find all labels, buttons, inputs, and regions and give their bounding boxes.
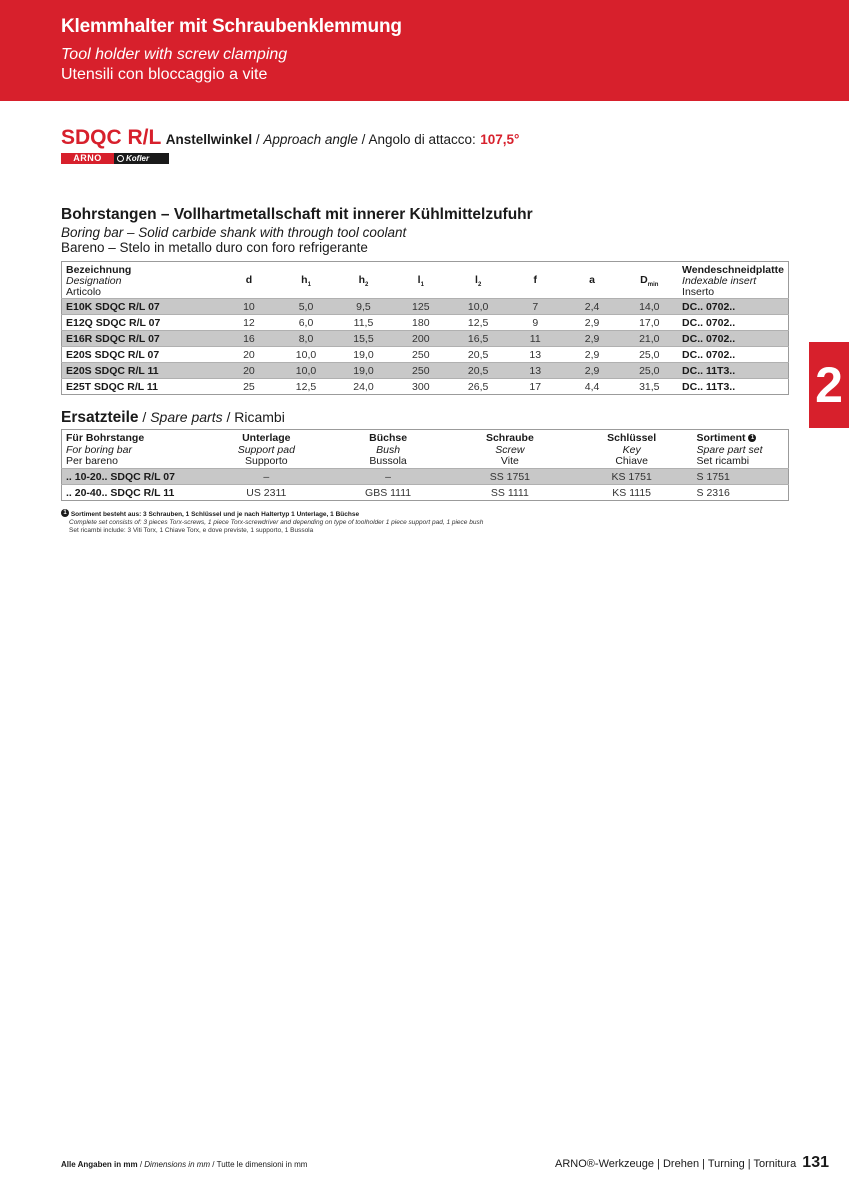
cell-l2: 20,5	[449, 363, 506, 379]
cell-a: 2,9	[564, 331, 621, 347]
product-heading	[61, 126, 519, 150]
header-sub: min	[647, 281, 659, 288]
cell-h2: 24,0	[335, 379, 392, 395]
cell-h2: 19,0	[335, 347, 392, 363]
separator: /	[138, 409, 151, 425]
header-l2	[449, 262, 506, 299]
header-f: f	[533, 273, 537, 286]
footnote-en: Complete set consists of: 3 pieces Torx-screws, 1 piece Torx-screwdriver and depending on type of toolholder 1 piece support pad, 1 piece bush	[69, 519, 484, 526]
designation-cell: E10K SDQC R/L 07	[62, 299, 221, 315]
header-it: Articolo	[66, 286, 102, 298]
table-header-row	[62, 262, 789, 299]
header-symbol: D	[640, 273, 648, 286]
header-de: Wendeschneidplatte	[682, 264, 784, 276]
cell-l2: 26,5	[449, 379, 506, 395]
cell-h1: 6,0	[277, 315, 334, 331]
header-title-de: Klemmhalter mit Schraubenklemmung	[61, 16, 402, 37]
header-en: Bush	[376, 443, 401, 456]
footnote	[61, 509, 483, 535]
cell-d: 20	[221, 363, 278, 379]
cell-d: 16	[221, 331, 278, 347]
table-header-row	[62, 430, 789, 469]
footer-en: Dimensions in mm	[144, 1160, 211, 1169]
header-de: Schlüssel	[607, 432, 657, 444]
footnote-1-icon: 1	[748, 434, 756, 442]
header-en: Support pad	[237, 443, 295, 456]
header-sub: 2	[365, 281, 369, 288]
table-row	[62, 469, 789, 485]
header-symbol: h	[301, 273, 308, 286]
header-it: Bussola	[369, 455, 407, 467]
header-de: Bezeichnung	[66, 264, 132, 276]
designation-cell: E20S SDQC R/L 11	[62, 363, 221, 379]
footer-brand-text: ARNO®-Werkzeuge | Drehen | Turning | Tornitura	[555, 1158, 797, 1170]
boring-bar-header	[62, 430, 206, 469]
cell-dmin: 25,0	[621, 347, 678, 363]
spare-set-cell: S 2316	[693, 485, 789, 501]
section-title-en: Boring bar – Solid carbide shank with through tool coolant	[61, 225, 407, 240]
separator: /	[137, 1160, 145, 1169]
header-en: Screw	[495, 443, 525, 456]
support-pad-cell: US 2311	[205, 485, 327, 501]
insert-cell: DC.. 0702..	[678, 299, 788, 315]
header-en: Key	[622, 443, 641, 456]
cell-h1: 5,0	[277, 299, 334, 315]
table-row	[62, 299, 789, 315]
cell-f: 13	[507, 347, 564, 363]
cell-a: 2,9	[564, 347, 621, 363]
cell-f: 9	[507, 315, 564, 331]
cell-f: 11	[507, 331, 564, 347]
section-title-de: Ersatzteile	[61, 409, 139, 426]
cell-h1: 12,5	[277, 379, 334, 395]
cell-l1: 180	[392, 315, 449, 331]
arno-logo: ARNO	[61, 153, 114, 164]
kofler-logo-text: Kofler	[126, 154, 150, 163]
header-h1	[277, 262, 334, 299]
footnote-de	[61, 509, 483, 519]
header-de: Büchse	[369, 432, 408, 444]
brand-logos	[61, 153, 169, 164]
table-row	[62, 331, 789, 347]
insert-cell: DC.. 11T3..	[678, 363, 788, 379]
header-sub: 1	[420, 281, 424, 288]
cell-a: 2,9	[564, 315, 621, 331]
cell-dmin: 17,0	[621, 315, 678, 331]
header-symbol: l	[475, 273, 478, 286]
screw-cell: SS 1751	[449, 469, 571, 485]
cell-l1: 200	[392, 331, 449, 347]
cell-l1: 250	[392, 363, 449, 379]
header-symbol: h	[358, 273, 366, 286]
header-de: Für Bohrstange	[66, 432, 145, 444]
bush-cell: –	[327, 469, 449, 485]
cell-f: 7	[507, 299, 564, 315]
kofler-logo	[114, 153, 169, 164]
designation-cell: E25T SDQC R/L 11	[62, 379, 221, 395]
bush-cell: GBS 1111	[327, 485, 449, 501]
designation-cell: E12Q SDQC R/L 07	[62, 315, 221, 331]
designation-cell: E20S SDQC R/L 07	[62, 347, 221, 363]
key-header	[571, 430, 693, 469]
designation-header	[62, 262, 221, 299]
header-it: Set ricambi	[696, 455, 750, 467]
footnote-it: Set ricambi include: 3 Viti Torx, 1 Chiave Torx, e dove previste, 1 supporto, 1 Bussola	[69, 527, 314, 534]
header-title-it: Utensili con bloccaggio a vite	[61, 66, 268, 83]
cell-dmin: 25,0	[621, 363, 678, 379]
approach-angle-value: 107,5°	[480, 132, 520, 147]
header-en: Indexable insert	[682, 275, 757, 287]
section-title-de: Bohrstangen – Vollhartmetallschaft mit innerer Kühlmittelzufuhr	[61, 206, 533, 223]
cell-h1: 10,0	[277, 363, 334, 379]
footer-dimensions-note	[61, 1160, 307, 1169]
table-row	[62, 363, 789, 379]
support-pad-cell: –	[205, 469, 327, 485]
header-it: Per bareno	[66, 455, 118, 467]
section-title-it: Ricambi	[234, 409, 285, 425]
table-row	[62, 315, 789, 331]
approach-angle-label-de: Anstellwinkel	[165, 132, 253, 147]
chapter-tab: 2	[809, 342, 849, 428]
insert-cell: DC.. 0702..	[678, 347, 788, 363]
product-code: SDQC R/L	[61, 126, 162, 149]
cell-f: 17	[507, 379, 564, 395]
designation-cell: E16R SDQC R/L 07	[62, 331, 221, 347]
cell-l2: 20,5	[449, 347, 506, 363]
insert-cell: DC.. 0702..	[678, 331, 788, 347]
separator: /	[357, 132, 369, 147]
header-text: Sortiment	[696, 432, 746, 444]
header-a: a	[589, 273, 596, 286]
header-d: d	[245, 273, 253, 286]
header-de: Unterlage	[242, 432, 291, 444]
cell-l2: 10,0	[449, 299, 506, 315]
cell-d: 12	[221, 315, 278, 331]
header-dmin	[621, 262, 678, 299]
cell-d: 20	[221, 347, 278, 363]
cell-a: 2,9	[564, 363, 621, 379]
footnote-1-icon: 1	[61, 509, 69, 517]
cell-d: 10	[221, 299, 278, 315]
screw-header	[449, 430, 571, 469]
key-cell: KS 1751	[571, 469, 693, 485]
cell-dmin: 21,0	[621, 331, 678, 347]
cell-a: 2,4	[564, 299, 621, 315]
header-it: Chiave	[615, 455, 648, 467]
cell-h2: 9,5	[335, 299, 392, 315]
approach-angle-label-it: Angolo di attacco:	[368, 132, 476, 147]
cell-h2: 11,5	[335, 315, 392, 331]
header-en: For boring bar	[66, 443, 132, 456]
table-row	[62, 379, 789, 395]
cell-h1: 10,0	[277, 347, 334, 363]
separator: /	[252, 132, 264, 147]
boring-bar-section-title	[61, 206, 533, 255]
section-title-it: Bareno – Stelo in metallo duro con foro refrigerante	[61, 240, 368, 255]
bush-header	[327, 430, 449, 469]
page-number: 131	[802, 1154, 829, 1171]
cell-l1: 300	[392, 379, 449, 395]
cell-l1: 125	[392, 299, 449, 315]
spare-set-header	[693, 430, 789, 469]
header-h2	[335, 262, 392, 299]
header-it: Vite	[500, 455, 519, 467]
header-it: Inserto	[682, 286, 715, 298]
table-row	[62, 485, 789, 501]
spare-set-cell: S 1751	[693, 469, 789, 485]
cell-dmin: 14,0	[621, 299, 678, 315]
footnote-text: Sortiment besteht aus: 3 Schrauben, 1 Schlüssel und je nach Haltertyp 1 Unterlage, 1 Büchse	[70, 511, 360, 518]
header-title-en: Tool holder with screw clamping	[61, 46, 288, 63]
header-de: Schraube	[485, 432, 534, 444]
cell-dmin: 31,5	[621, 379, 678, 395]
page-header	[0, 0, 849, 101]
cell-a: 4,4	[564, 379, 621, 395]
boring-bar-cell: .. 10-20.. SDQC R/L 07	[62, 469, 206, 485]
spare-parts-table	[61, 429, 789, 501]
header-sub: 1	[307, 281, 311, 288]
header-sub: 2	[477, 281, 482, 288]
header-de	[697, 433, 784, 445]
header-l1	[392, 262, 449, 299]
support-pad-header	[205, 430, 327, 469]
cell-l2: 16,5	[449, 331, 506, 347]
cell-h2: 19,0	[335, 363, 392, 379]
screw-cell: SS 1111	[449, 485, 571, 501]
kofler-icon	[117, 155, 124, 162]
spare-parts-section-title	[61, 409, 285, 427]
header-en: Spare part set	[696, 443, 763, 456]
cell-d: 25	[221, 379, 278, 395]
boring-bar-cell: .. 20-40.. SDQC R/L 11	[62, 485, 206, 501]
insert-cell: DC.. 11T3..	[678, 379, 788, 395]
cell-l2: 12,5	[449, 315, 506, 331]
boring-bar-table	[61, 261, 789, 395]
section-title-en: Spare parts	[150, 409, 223, 425]
cell-h2: 15,5	[335, 331, 392, 347]
insert-cell: DC.. 0702..	[678, 315, 788, 331]
separator: /	[210, 1160, 217, 1169]
cell-f: 13	[507, 363, 564, 379]
cell-h1: 8,0	[277, 331, 334, 347]
key-cell: KS 1115	[571, 485, 693, 501]
cell-l1: 250	[392, 347, 449, 363]
header-en: Designation	[66, 275, 122, 287]
footer-it: Tutte le dimensioni in mm	[216, 1160, 308, 1169]
footer-brand-line	[555, 1154, 829, 1172]
table-row	[62, 347, 789, 363]
header-it: Supporto	[245, 455, 288, 467]
separator: /	[222, 409, 235, 425]
approach-angle-label-en: Approach angle	[263, 132, 358, 147]
footer-de: Alle Angaben in mm	[61, 1160, 138, 1169]
insert-header	[678, 262, 788, 299]
header-symbol: l	[417, 273, 421, 286]
